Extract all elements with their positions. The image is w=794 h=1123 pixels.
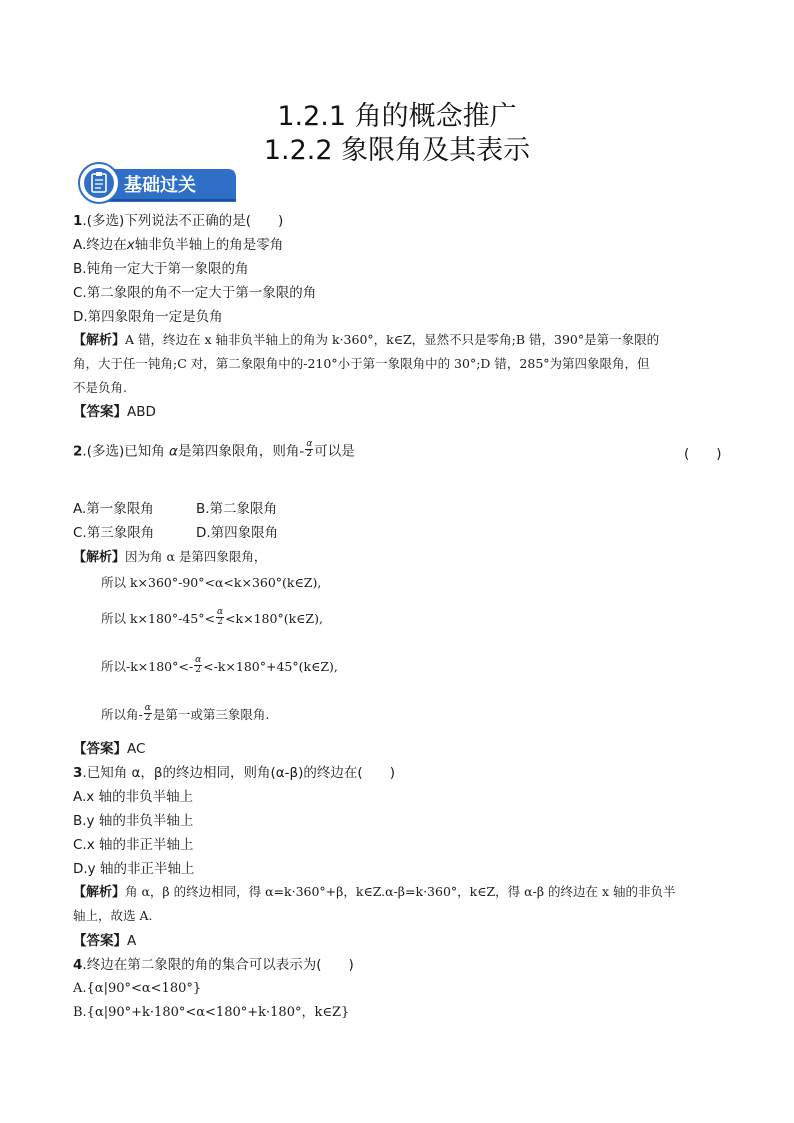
q1-option-b: B.钝角一定大于第一象限的角 bbox=[73, 261, 249, 277]
q3-answer: 【答案】A bbox=[73, 933, 137, 949]
q3-option-d: D.y 轴的非正半轴上 bbox=[73, 861, 195, 877]
title-line-2: 1.2.2 象限角及其表示 bbox=[263, 135, 531, 166]
q1-option-a: A.终边在x轴非负半轴上的角是零角 bbox=[73, 237, 284, 253]
q1-stem: 1.(多选)下列说法不正确的是( ) bbox=[73, 213, 284, 229]
q3-solution-line-1: 【解析】角 α，β 的终边相同，得 α=k·360°+β，k∈Z.α-β=k·360°，k∈Z，得 α-β 的终边在 x 轴的非负半 bbox=[73, 884, 676, 900]
q2-option-b: B.第二象限角 bbox=[196, 501, 278, 517]
q2-answer-paren: ( ) bbox=[684, 446, 722, 462]
q1-option-d: D.第四象限角一定是负角 bbox=[73, 309, 223, 325]
q2-solution-line-5: 所以角- $\frac{\alpha}{2}$ 是第一或第三象限角. bbox=[101, 703, 270, 723]
q4-stem: 4.终边在第二象限的角的集合可以表示为( ) bbox=[73, 957, 354, 973]
title-line-1: 1.2.1 角的概念推广 bbox=[277, 101, 517, 132]
q3-solution-line-2: 轴上，故选 A. bbox=[73, 908, 153, 923]
q2-option-d: D.第四象限角 bbox=[196, 525, 279, 541]
q2-solution-line-3: 所以 k×180°-45°< $\frac{\alpha}{2}$ <k×180°(k∈Z), bbox=[101, 607, 323, 627]
section-banner-label: 基础过关 bbox=[124, 175, 196, 196]
q1-solution-line-1: 【解析】A 错，终边在 x 轴非负半轴上的角为 k·360°，k∈Z，显然不只是零角;B 错，390°是第一象限的 bbox=[73, 332, 660, 348]
q2-solution-line-4: 所以-k×180°<- $\frac{\alpha}{2}$ <-k×180°+45°(k∈Z), bbox=[101, 655, 338, 675]
q3-option-b: B.y 轴的非负半轴上 bbox=[73, 813, 194, 829]
q3-stem: 3.已知角 α，β的终边相同，则角(α-β)的终边在( ) bbox=[73, 765, 395, 781]
q2-option-c: C.第三象限角 bbox=[73, 525, 155, 541]
q4-option-b: B.{α|90°+k·180°<α<180°+k·180°，k∈Z} bbox=[73, 1005, 350, 1020]
fraction-alpha-over-2: $\frac{\alpha}{2}$ bbox=[306, 439, 313, 459]
q1-answer: 【答案】ABD bbox=[73, 404, 156, 420]
q1-solution-line-2: 角，大于任一钝角;C 对，第二象限角中的-210°小于第一象限角中的 30°;D 错，285°为第四象限角，但 bbox=[73, 356, 650, 371]
q2-solution-line-2: 所以 k×360°-90°<α<k×360°(k∈Z), bbox=[101, 575, 322, 590]
q3-option-c: C.x 轴的非正半轴上 bbox=[73, 837, 194, 853]
q1-solution-line-3: 不是负角. bbox=[73, 380, 127, 395]
q2-option-a: A.第一象限角 bbox=[73, 501, 154, 517]
q2-answer: 【答案】AC bbox=[73, 741, 146, 757]
q3-option-a: A.x 轴的非负半轴上 bbox=[73, 789, 194, 805]
q4-option-a: A.{α|90°<α<180°} bbox=[73, 981, 202, 996]
q1-option-c: C.第二象限的角不一定大于第一象限的角 bbox=[73, 285, 317, 301]
q2-stem: 2.(多选)已知角 α是第四象限角，则角- $\frac{\alpha}{2}$ 可以是 bbox=[73, 439, 355, 460]
q2-solution-line-1: 【解析】因为角 α 是第四象限角， bbox=[73, 549, 267, 565]
